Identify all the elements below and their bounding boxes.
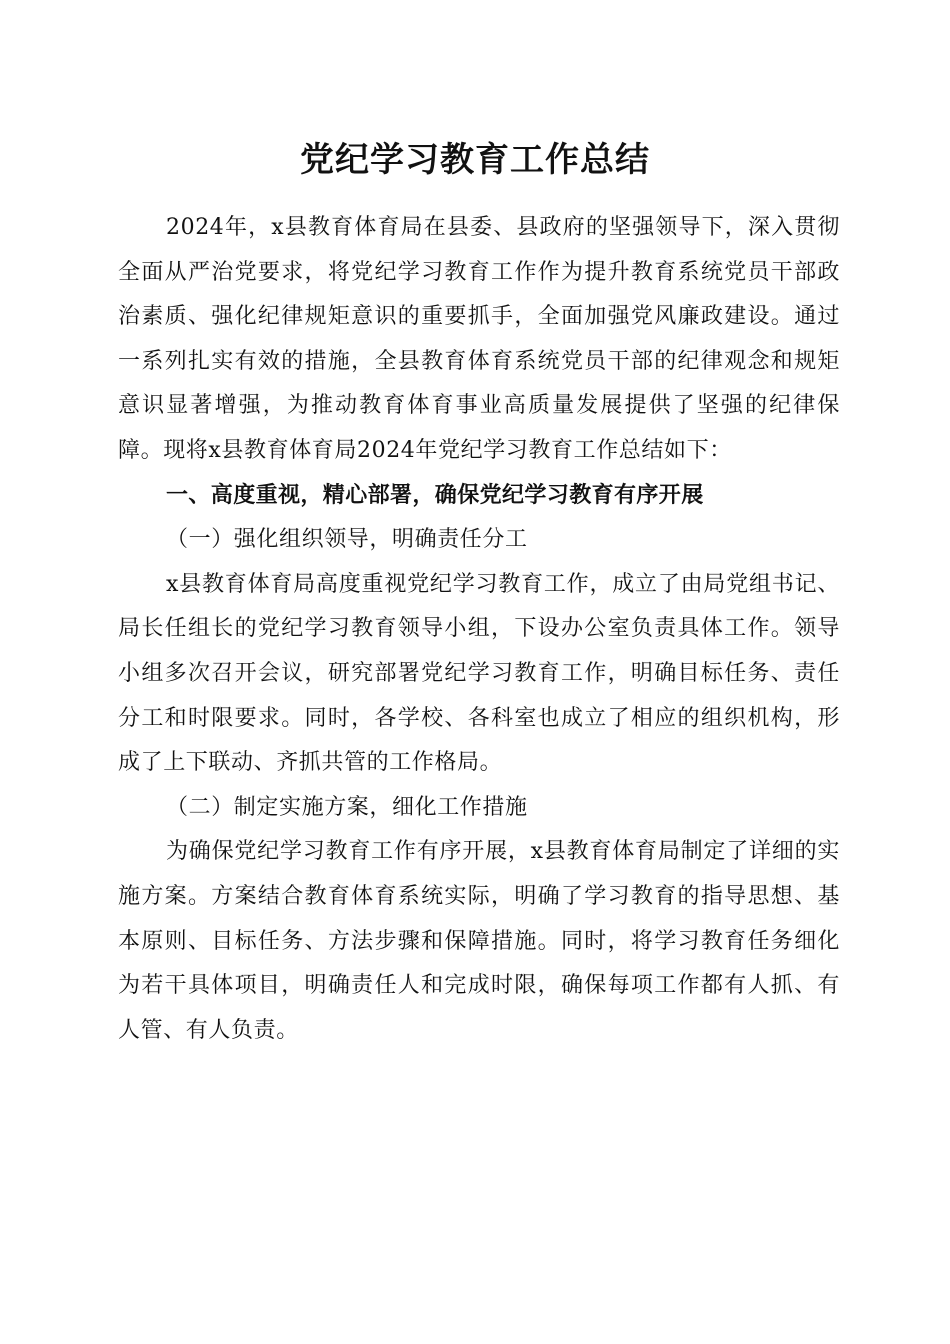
intro-paragraph: 2024年，x县教育体育局在县委、县政府的坚强领导下，深入贯彻全面从严治党要求，将党纪学习教育工作作为提升教育系统党员干部政治素质、强化纪律规矩意识的重要抓手，全面加强党风廉政建设。通过一系列扎实有效的措施，全县教育体育系统党员干部的纪律观念和规矩意识显著增强，为推动教育体育事业高质量发展提供了坚强的纪律保障。现将x县教育体育局2024年党纪学习教育工作总结如下： <box>118 215 840 463</box>
document-body <box>118 206 840 1053</box>
subsection-1-paragraph: x县教育体育局高度重视党纪学习教育工作，成立了由局党组书记、局长任组长的党纪学习教育领导小组，下设办公室负责具体工作。领导小组多次召开会议，研究部署党纪学习教育工作，明确目标任务、责任分工和时限要求。同时，各学校、各科室也成立了相应的组织机构，形成了上下联动、齐抓共管的工作格局。 <box>118 571 840 776</box>
subsection-2-heading: （二）制定实施方案，细化工作措施 <box>166 794 528 820</box>
subsection-2-paragraph: 为确保党纪学习教育工作有序开展，x县教育体育局制定了详细的实施方案。方案结合教育体育系统实际，明确了学习教育的指导思想、基本原则、目标任务、方法步骤和保障措施。同时，将学习教育任务细化为若干具体项目，明确责任人和完成时限，确保每项工作都有人抓、有人管、有人负责。 <box>118 839 840 1043</box>
document-title: 党纪学习教育工作总结 <box>300 140 650 180</box>
section-1-heading: 一、高度重视，精心部署，确保党纪学习教育有序开展 <box>166 482 704 508</box>
subsection-1-heading: （一）强化组织领导，明确责任分工 <box>166 527 528 553</box>
